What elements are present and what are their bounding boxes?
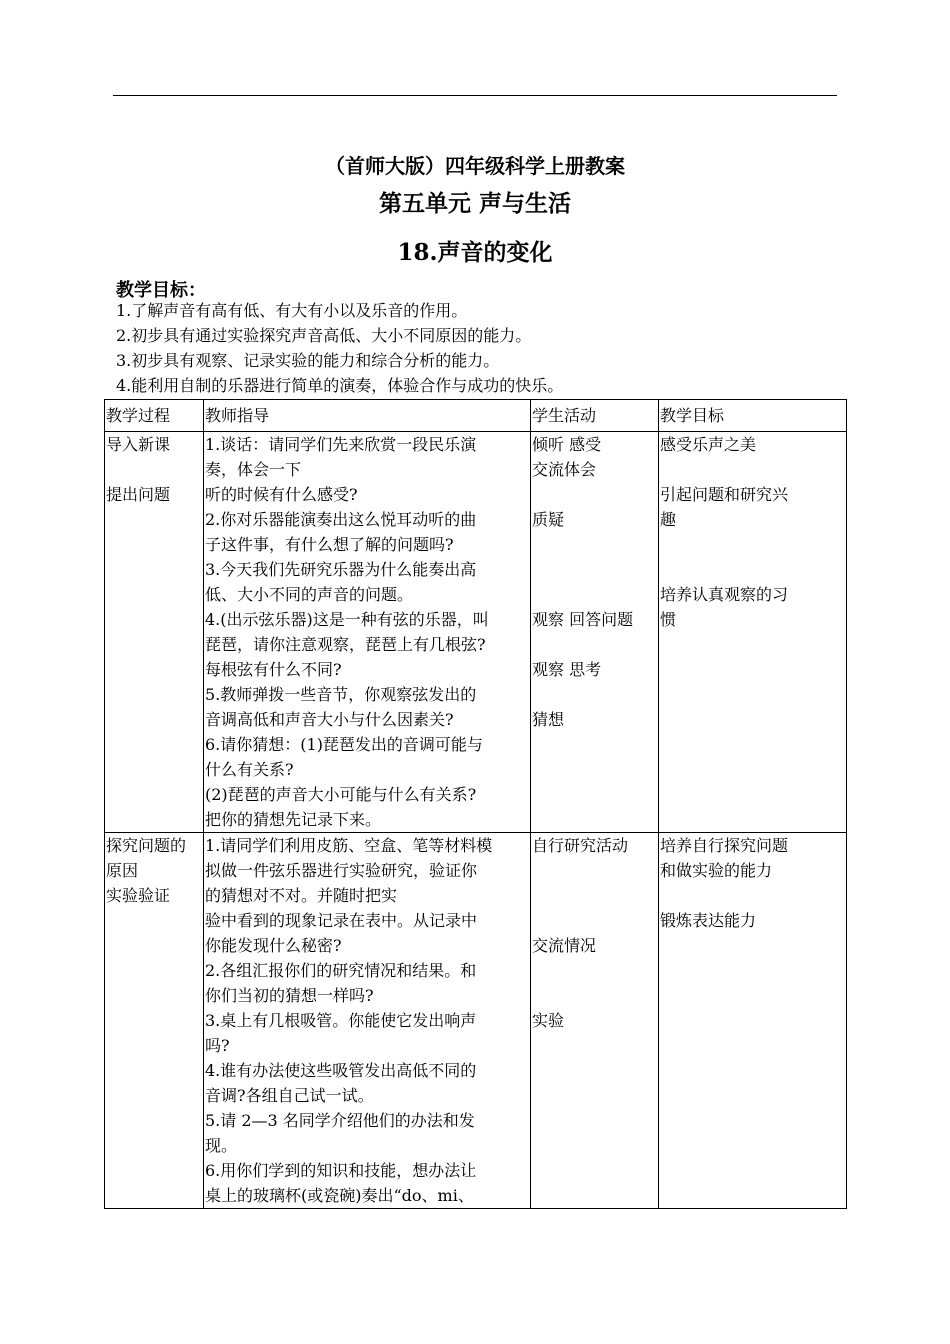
teacher-line: 你能发现什么秘密? [205, 936, 342, 955]
teacher-line: 6.请你猜想：(1)琵琶发出的音调可能与 [205, 735, 483, 754]
student-line: 实验 [532, 1011, 565, 1030]
teacher-line: 4.谁有办法使这些吸管发出高低不同的 [205, 1061, 477, 1080]
header-goal: 教学目标 [659, 400, 847, 432]
process-cell [105, 432, 204, 833]
teacher-line: 3.桌上有几根吸管。你能使它发出响声 [205, 1011, 477, 1030]
teacher-line: 验中看到的现象记录在表中。从记录中 [205, 911, 478, 930]
student-line: 观察 回答问题 [532, 610, 634, 629]
teacher-line: 5.教师弹拨一些音节，你观察弦发出的 [205, 685, 477, 704]
teacher-line: 音调?各组自己试一试。 [205, 1086, 374, 1105]
table-row [105, 833, 847, 1209]
goal-line: 感受乐声之美 [660, 435, 757, 454]
objective-item: 4.能利用自制的乐器进行简单的演奏，体验合作与成功的快乐。 [116, 376, 564, 395]
teacher-line: 5.请 2—3 名同学介绍他们的办法和发 [205, 1111, 475, 1130]
teacher-line: 4.(出示弦乐器)这是一种有弦的乐器，叫 [205, 610, 489, 629]
objectives-heading: 教学目标： [116, 280, 206, 301]
header-process: 教学过程 [105, 400, 204, 432]
teacher-line: 你们当初的猜想一样吗? [205, 986, 374, 1005]
teacher-line: 2.各组汇报你们的研究情况和结果。和 [205, 961, 477, 980]
lesson-title: 18.声音的变化 [397, 239, 553, 266]
process-line: 实验验证 [106, 886, 171, 905]
teacher-line: 子这件事，有什么想了解的问题吗? [205, 535, 454, 554]
teacher-line: 现。 [205, 1136, 238, 1155]
goal-cell [659, 432, 847, 833]
goal-line: 惯 [660, 610, 677, 629]
teacher-line: 桌上的玻璃杯(或瓷碗)奏出“do、mi、 [205, 1186, 474, 1205]
goal-cell [659, 833, 847, 1209]
teacher-line: 2.你对乐器能演奏出这么悦耳动听的曲 [205, 510, 477, 529]
teacher-line: (2)琵琶的声音大小可能与什么有关系? [205, 785, 477, 804]
teacher-line: 每根弦有什么不同? [205, 660, 342, 679]
teacher-cell [204, 833, 531, 1209]
goal-line: 趣 [660, 510, 677, 529]
student-cell [531, 432, 659, 833]
goal-line: 锻炼表达能力 [660, 911, 757, 930]
lesson-plan-table [104, 399, 847, 1209]
process-line: 原因 [106, 861, 139, 880]
teacher-cell [204, 432, 531, 833]
process-line: 导入新课 [106, 435, 171, 454]
teacher-line: 奏，体会一下 [205, 460, 302, 479]
student-line: 自行研究活动 [532, 836, 629, 855]
teacher-line: 吗? [205, 1036, 230, 1055]
table-row [105, 432, 847, 833]
goal-line: 培养自行探究问题 [660, 836, 789, 855]
header-rule [113, 95, 837, 96]
teacher-line: 低、大小不同的声音的问题。 [205, 585, 414, 604]
student-line: 猜想 [532, 710, 565, 729]
goal-line: 引起问题和研究兴 [660, 485, 789, 504]
teacher-line: 琵琶，请你注意观察，琵琶上有几根弦? [205, 635, 486, 654]
objective-item: 3.初步具有观察、记录实验的能力和综合分析的能力。 [116, 351, 500, 370]
objective-item: 1.了解声音有高有低、有大有小以及乐音的作用。 [116, 301, 468, 320]
student-line: 观察 思考 [532, 660, 602, 679]
teacher-line: 1.谈话：请同学们先来欣赏一段民乐演 [205, 435, 477, 454]
objectives-list [116, 298, 563, 398]
header-teacher: 教师指导 [204, 400, 531, 432]
student-line: 倾听 感受 [532, 435, 602, 454]
process-line: 提出问题 [106, 485, 171, 504]
teacher-line: 把你的猜想先记录下来。 [205, 810, 382, 829]
process-cell [105, 833, 204, 1209]
header-student: 学生活动 [531, 400, 659, 432]
teacher-line: 听的时候有什么感受? [205, 485, 358, 504]
teacher-line: 什么有关系? [205, 760, 294, 779]
objective-item: 2.初步具有通过实验探究声音高低、大小不同原因的能力。 [116, 326, 532, 345]
document-title: （首师大版）四年级科学上册教案 [325, 154, 625, 178]
goal-line: 培养认真观察的习 [660, 585, 789, 604]
table-header-row [105, 400, 847, 432]
teacher-line: 3.今天我们先研究乐器为什么能奏出高 [205, 560, 477, 579]
student-cell [531, 833, 659, 1209]
student-line: 质疑 [532, 510, 565, 529]
process-line: 探究问题的 [106, 836, 187, 855]
student-line: 交流体会 [532, 460, 597, 479]
teacher-line: 的猜想对不对。并随时把实 [205, 886, 398, 905]
teacher-line: 6.用你们学到的知识和技能，想办法让 [205, 1161, 477, 1180]
student-line: 交流情况 [532, 936, 597, 955]
teacher-line: 1.请同学们利用皮筋、空盒、笔等材料模 [205, 836, 493, 855]
teacher-line: 音调高低和声音大小与什么因素关? [205, 710, 454, 729]
teacher-line: 拟做一件弦乐器进行实验研究，验证你 [205, 861, 478, 880]
unit-title: 第五单元 声与生活 [378, 190, 571, 217]
goal-line: 和做实验的能力 [660, 861, 773, 880]
